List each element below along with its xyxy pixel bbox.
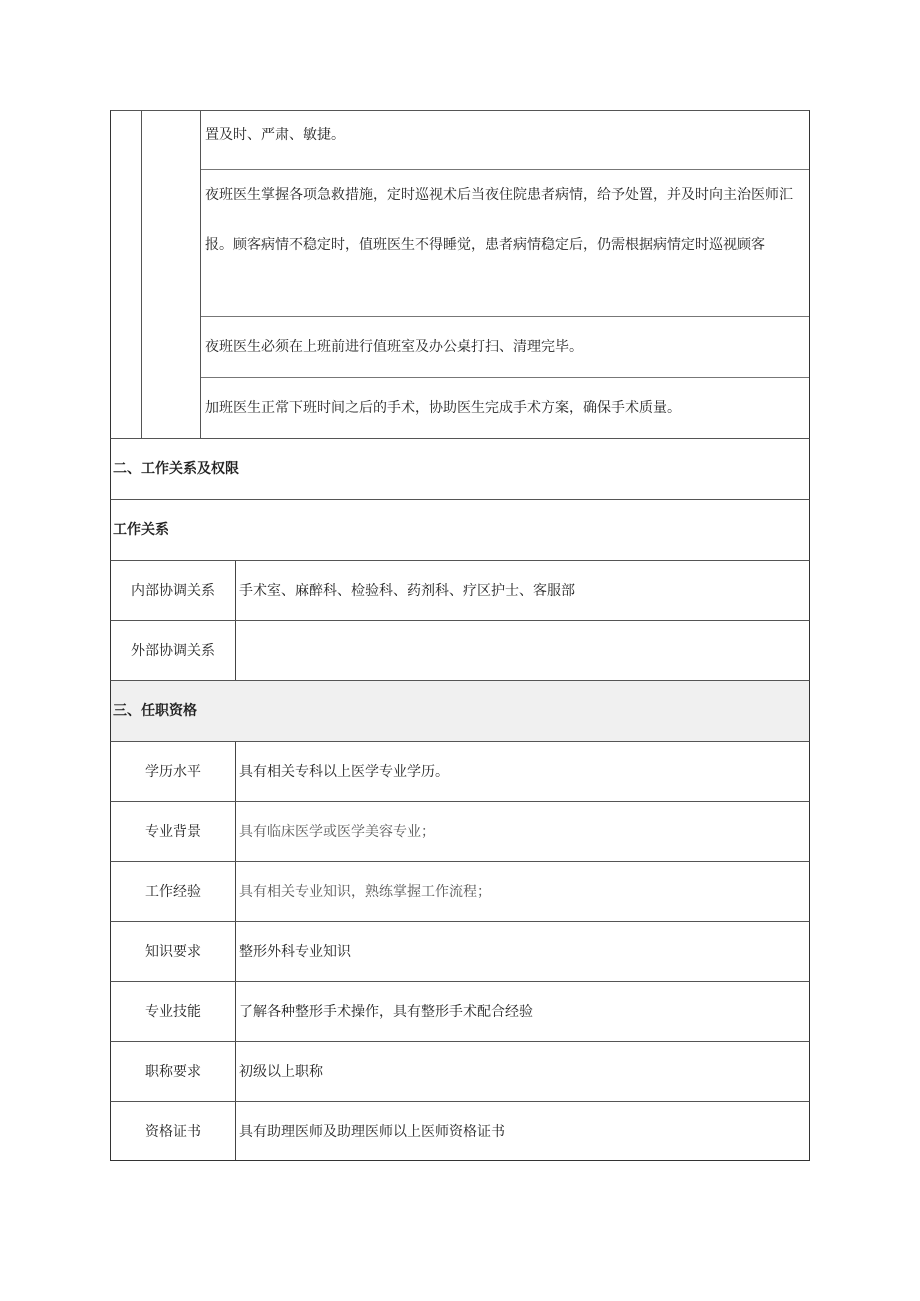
duty-item: 置及时、严肃、敏捷。	[205, 127, 345, 143]
duty-item: 夜班医生必须在上班前进行值班室及办公桌打扫、清理完毕。	[201, 316, 809, 377]
row-label: 工作经验	[111, 862, 236, 921]
duties-block	[110, 110, 810, 438]
row-value: 具有相关专业知识，熟练掌握工作流程；	[239, 884, 491, 900]
row-value: 具有相关专科以上医学专业学历。	[239, 764, 449, 780]
row-label: 内部协调关系	[111, 561, 236, 620]
duties-list	[201, 111, 809, 438]
table-row	[110, 921, 810, 981]
row-label: 知识要求	[111, 922, 236, 981]
table-row	[110, 560, 810, 620]
row-value: 具有助理医师及助理医师以上医师资格证书	[239, 1124, 505, 1140]
job-description-table	[110, 110, 810, 1161]
table-row	[110, 1041, 810, 1101]
duties-category-column	[142, 111, 201, 438]
table-row	[110, 861, 810, 921]
row-value: 整形外科专业知识	[239, 944, 351, 960]
table-row	[110, 981, 810, 1041]
row-label: 专业背景	[111, 802, 236, 861]
row-value: 初级以上职称	[239, 1064, 323, 1080]
duty-item: 加班医生正常下班时间之后的手术，协助医生完成手术方案，确保手术质量。	[201, 377, 809, 438]
row-value: 了解各种整形手术操作，具有整形手术配合经验	[239, 1004, 533, 1020]
row-label: 学历水平	[111, 742, 236, 801]
row-value	[236, 621, 809, 680]
table-row	[110, 741, 810, 801]
row-label: 专业技能	[111, 982, 236, 1041]
table-row	[110, 1101, 810, 1161]
duties-index-column	[111, 111, 142, 438]
row-value: 手术室、麻醉科、检验科、药剂科、疗区护士、客服部	[239, 583, 575, 599]
table-row	[110, 801, 810, 861]
table-row	[110, 620, 810, 680]
row-label: 职称要求	[111, 1042, 236, 1101]
row-value: 具有临床医学或医学美容专业；	[239, 824, 435, 840]
section-title: 二、工作关系及权限	[110, 438, 810, 499]
duty-item: 夜班医生掌握各项急救措施，定时巡视术后当夜住院患者病情，给予处置，并及时向主治医师汇报。顾客病情不稳定时，值班医生不得睡觉，患者病情稳定后，仍需根据病情定时巡视顾客	[201, 169, 809, 316]
row-label: 外部协调关系	[111, 621, 236, 680]
row-label: 资格证书	[111, 1102, 236, 1160]
section-title: 三、任职资格	[110, 680, 810, 741]
section-subtitle: 工作关系	[110, 499, 810, 560]
